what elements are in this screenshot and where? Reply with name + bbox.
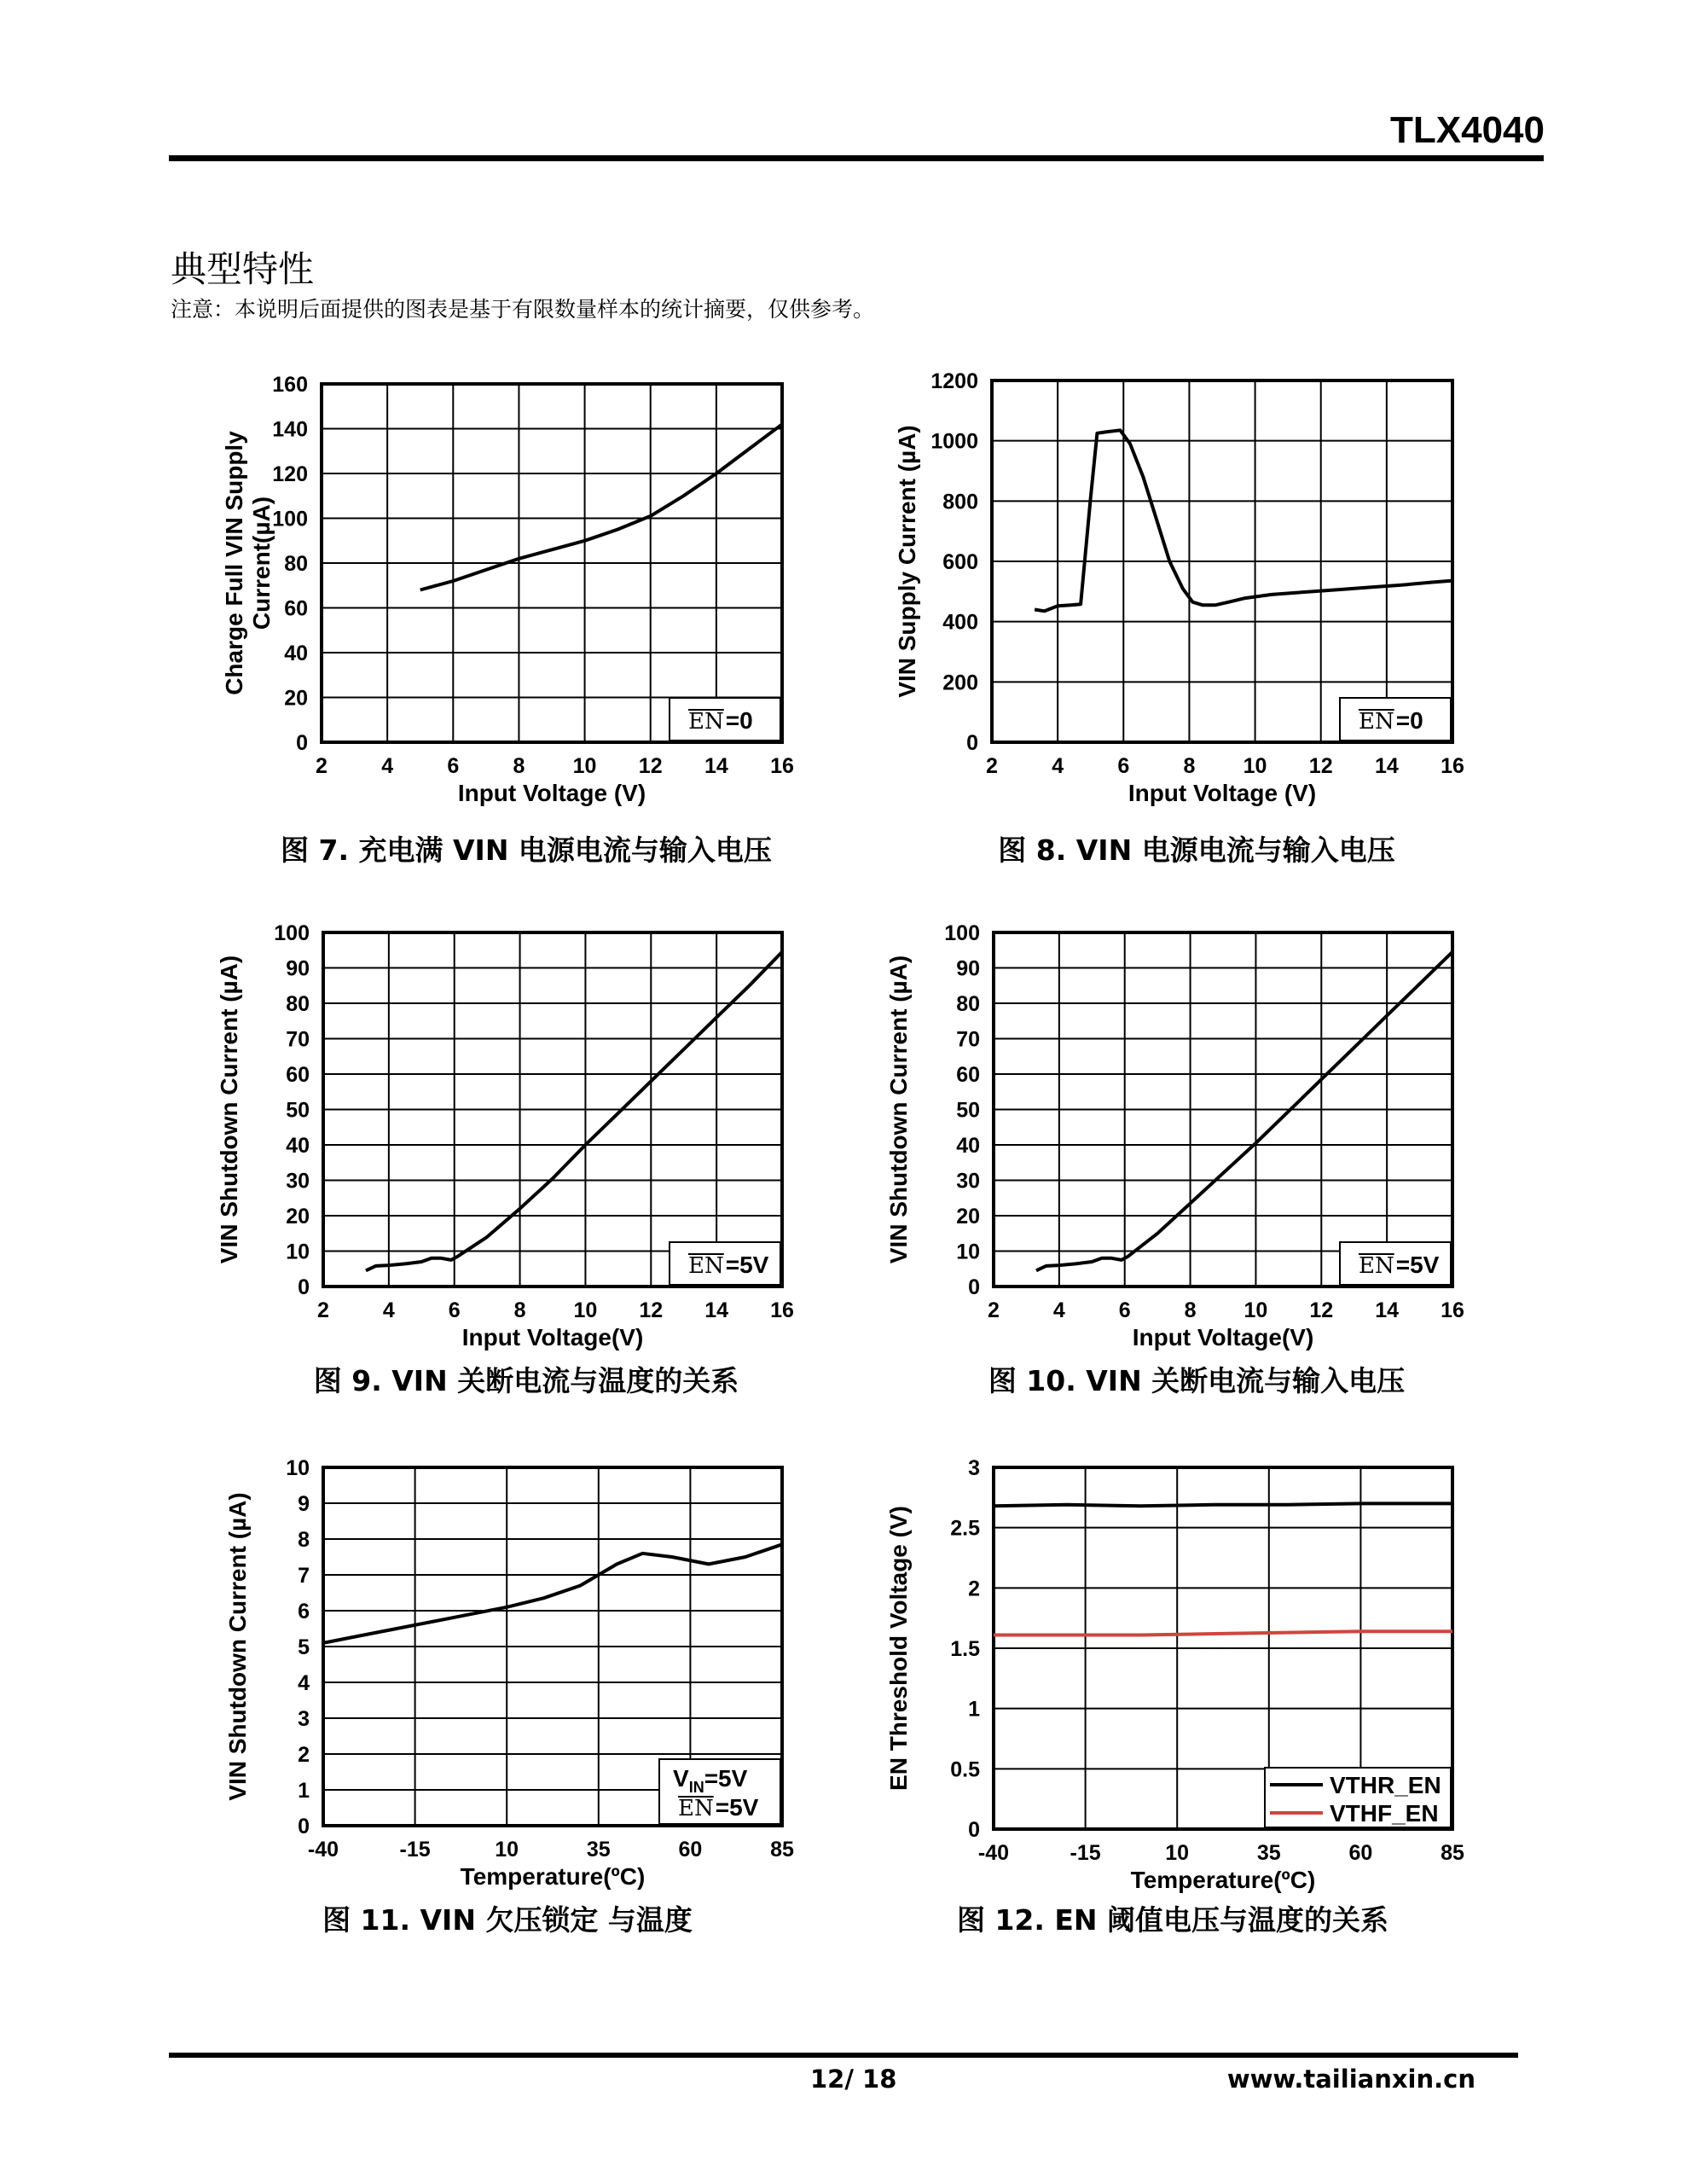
- x-tick-label: 16: [1441, 754, 1464, 778]
- chart-fig8: [894, 369, 1464, 867]
- page-number: 12/ 18: [810, 2065, 897, 2094]
- x-tick-label: 2: [986, 754, 998, 778]
- y-axis-label-line: VIN Shutdown Current (µA): [216, 955, 242, 1264]
- y-tick-label: 3: [968, 1456, 980, 1480]
- y-tick-label: 6: [298, 1600, 310, 1623]
- x-tick-label: 10: [572, 754, 597, 778]
- x-tick-label: 10: [573, 1298, 598, 1322]
- x-tick-label: 6: [1118, 1298, 1131, 1322]
- chart-fig10: [885, 921, 1464, 1397]
- legend-en-label: EN: [1359, 1253, 1394, 1279]
- y-tick-label: 30: [956, 1169, 980, 1194]
- x-tick-label: 4: [1052, 1298, 1065, 1322]
- series-line-vthf_en: [994, 1631, 1452, 1635]
- y-tick-label: 160: [272, 373, 308, 397]
- x-axis-label: Input Voltage (V): [1128, 780, 1317, 806]
- legend-en-label: EN: [678, 1796, 714, 1821]
- y-tick-label: 1000: [930, 429, 978, 454]
- x-axis-label: Temperature(ºC): [460, 1863, 646, 1890]
- x-tick-label: 10: [1244, 1298, 1268, 1322]
- y-tick-label: 80: [956, 992, 980, 1016]
- legend-value: =0: [725, 707, 753, 734]
- x-tick-label: 85: [770, 1838, 794, 1862]
- y-tick-label: 20: [286, 1205, 310, 1228]
- x-axis-label: Temperature(ºC): [1130, 1867, 1316, 1893]
- legend-value: =5V: [1395, 1252, 1440, 1278]
- y-tick-label: 40: [284, 642, 308, 665]
- y-tick-label: 0: [298, 1815, 310, 1838]
- legend-vin-suffix: =5V: [704, 1765, 748, 1792]
- y-tick-label: 600: [942, 550, 978, 574]
- x-tick-label: 10: [1243, 754, 1267, 778]
- x-tick-label: 85: [1441, 1841, 1464, 1865]
- legend-vin-label: [673, 1765, 748, 1796]
- section-note: 注意：本说明后面提供的图表是基于有限数量样本的统计摘要，仅供参考。: [171, 297, 875, 322]
- y-tick-label: 80: [286, 992, 310, 1016]
- y-tick-label: 100: [944, 921, 980, 945]
- y-tick-label: 50: [286, 1098, 310, 1123]
- x-tick-label: 14: [1374, 754, 1399, 778]
- y-tick-label: 70: [956, 1027, 980, 1052]
- x-tick-label: 16: [1441, 1298, 1464, 1322]
- chart-fig7: [221, 373, 794, 867]
- figure-caption: 图 10. VIN 关断电流与输入电压: [988, 1364, 1406, 1397]
- x-tick-label: 4: [381, 754, 394, 778]
- x-tick-label: 4: [1052, 754, 1064, 778]
- figure-caption: 图 9. VIN 关断电流与温度的关系: [313, 1364, 739, 1397]
- x-tick-label: 14: [704, 1298, 729, 1322]
- y-axis-label-line: EN Threshold Voltage (V): [885, 1506, 912, 1791]
- y-tick-label: 50: [956, 1098, 980, 1123]
- series-line-ivin: [420, 424, 782, 590]
- legend-value: =5V: [715, 1794, 759, 1821]
- x-tick-label: 16: [770, 754, 794, 778]
- x-tick-label: 35: [586, 1838, 611, 1862]
- x-tick-label: 8: [513, 754, 525, 778]
- y-tick-label: 0.5: [950, 1757, 980, 1782]
- y-axis-label-line: Charge Full VIN Supply: [221, 431, 247, 695]
- y-tick-label: 70: [286, 1027, 310, 1052]
- x-tick-label: 12: [638, 754, 663, 778]
- x-tick-label: 8: [513, 1298, 526, 1322]
- x-tick-label: -15: [399, 1838, 431, 1862]
- x-tick-label: 2: [316, 754, 328, 778]
- y-tick-label: 1.5: [950, 1637, 980, 1661]
- y-tick-label: 1: [298, 1779, 310, 1803]
- x-tick-label: 2: [988, 1298, 1000, 1322]
- x-tick-label: 12: [1309, 1298, 1334, 1322]
- x-tick-label: 12: [1308, 754, 1333, 778]
- x-tick-label: 12: [639, 1298, 664, 1322]
- y-tick-label: 100: [272, 507, 308, 531]
- x-tick-label: 10: [495, 1838, 519, 1862]
- legend-vin-main: V: [673, 1765, 689, 1792]
- footer-rule: [169, 2053, 1518, 2058]
- y-tick-label: 90: [956, 956, 980, 981]
- website-link[interactable]: www.tailianxin.cn: [1226, 2065, 1475, 2094]
- y-tick-label: 100: [274, 921, 310, 945]
- y-tick-label: 3: [298, 1707, 310, 1731]
- y-axis-label-line: Current(µA): [248, 496, 275, 630]
- y-tick-label: 40: [286, 1134, 310, 1158]
- y-tick-label: 10: [286, 1456, 310, 1480]
- x-axis-label: Input Voltage(V): [461, 1324, 644, 1350]
- y-tick-label: 60: [956, 1063, 980, 1087]
- series-line-vthr_en: [994, 1503, 1452, 1506]
- document-title: TLX4040: [1390, 109, 1545, 151]
- legend-vin-sub: IN: [688, 1779, 704, 1796]
- y-axis-label: [894, 425, 920, 697]
- y-tick-label: 9: [298, 1492, 310, 1516]
- legend-label: VTHF_EN: [1330, 1800, 1439, 1827]
- y-tick-label: 0: [966, 731, 978, 755]
- y-tick-label: 0: [968, 1275, 980, 1299]
- chart-fig9: [216, 921, 794, 1397]
- y-axis-label: [216, 956, 242, 1263]
- x-tick-label: 60: [678, 1838, 703, 1862]
- y-tick-label: 7: [298, 1564, 310, 1588]
- y-axis-label-line: VIN Supply Current (µA): [894, 425, 920, 698]
- y-tick-label: 20: [956, 1205, 980, 1228]
- y-tick-label: 20: [284, 686, 308, 711]
- legend-en-label: EN: [688, 1253, 724, 1279]
- y-tick-label: 60: [284, 596, 308, 621]
- y-tick-label: 40: [956, 1134, 980, 1158]
- y-tick-label: 10: [956, 1240, 980, 1264]
- x-tick-label: 6: [447, 754, 460, 778]
- y-tick-label: 2: [968, 1577, 980, 1601]
- x-tick-label: -40: [307, 1838, 339, 1862]
- y-tick-label: 10: [286, 1240, 310, 1264]
- y-tick-label: 2: [298, 1743, 310, 1767]
- series-line-isd: [366, 952, 782, 1271]
- legend-en-label: EN: [688, 709, 724, 735]
- y-axis-label-line: VIN Shutdown Current (µA): [885, 955, 912, 1264]
- chart-fig11: [224, 1456, 794, 1937]
- series-line-isd: [1036, 952, 1452, 1271]
- y-tick-label: 0: [968, 1818, 980, 1842]
- series-line-isd: [323, 1544, 782, 1643]
- y-tick-label: 1: [968, 1697, 980, 1722]
- x-tick-label: 60: [1348, 1841, 1373, 1865]
- x-tick-label: 8: [1183, 754, 1196, 778]
- figure-caption: 图 11. VIN 欠压锁定 与温度: [322, 1903, 693, 1937]
- section-title: 典型特性: [171, 248, 315, 290]
- x-tick-label: 14: [1375, 1298, 1400, 1322]
- y-tick-label: 120: [272, 462, 308, 486]
- x-tick-label: 14: [704, 754, 728, 778]
- y-tick-label: 90: [286, 956, 310, 981]
- y-tick-label: 0: [296, 731, 308, 755]
- y-tick-label: 1200: [930, 369, 978, 393]
- y-tick-label: 30: [286, 1169, 310, 1194]
- y-axis-label: [885, 956, 912, 1263]
- y-axis-label: [224, 1492, 251, 1800]
- figure-caption: 图 7. 充电满 VIN 电源电流与输入电压: [281, 834, 772, 867]
- y-tick-label: 200: [942, 671, 978, 695]
- x-tick-label: -40: [977, 1841, 1010, 1865]
- y-tick-label: 400: [942, 610, 978, 635]
- y-tick-label: 5: [298, 1635, 310, 1659]
- x-tick-label: 16: [770, 1298, 794, 1322]
- figure-caption: 图 8. VIN 电源电流与输入电压: [998, 834, 1395, 867]
- legend-en-label: EN: [1359, 709, 1394, 735]
- x-axis-label: Input Voltage (V): [457, 780, 646, 806]
- x-axis-label: Input Voltage(V): [1132, 1324, 1314, 1350]
- y-axis-label-line: VIN Shutdown Current (µA): [224, 1492, 251, 1801]
- chart-fig12: [885, 1456, 1464, 1937]
- y-tick-label: 140: [272, 417, 308, 442]
- y-tick-label: 4: [298, 1671, 310, 1695]
- x-tick-label: 4: [382, 1298, 395, 1322]
- legend-value: =5V: [725, 1252, 769, 1278]
- x-tick-label: 6: [1117, 754, 1130, 778]
- x-tick-label: -15: [1070, 1841, 1101, 1865]
- y-tick-label: 80: [284, 552, 308, 576]
- x-tick-label: 2: [317, 1298, 329, 1322]
- x-tick-label: 35: [1256, 1841, 1281, 1865]
- legend-label: VTHR_EN: [1330, 1772, 1441, 1798]
- y-axis-label: [885, 1506, 912, 1791]
- y-tick-label: 0: [298, 1275, 310, 1299]
- y-axis-label: [221, 431, 275, 695]
- y-tick-label: 2.5: [950, 1516, 980, 1541]
- y-tick-label: 8: [298, 1528, 310, 1552]
- y-tick-label: 800: [942, 490, 978, 514]
- legend-value: =0: [1395, 707, 1423, 734]
- x-tick-label: 8: [1184, 1298, 1197, 1322]
- y-tick-label: 60: [286, 1063, 310, 1087]
- x-tick-label: 6: [448, 1298, 461, 1322]
- series-line-ivin: [1035, 430, 1452, 611]
- x-tick-label: 10: [1165, 1841, 1190, 1865]
- figure-caption: 图 12. EN 阈值电压与温度的关系: [956, 1903, 1389, 1937]
